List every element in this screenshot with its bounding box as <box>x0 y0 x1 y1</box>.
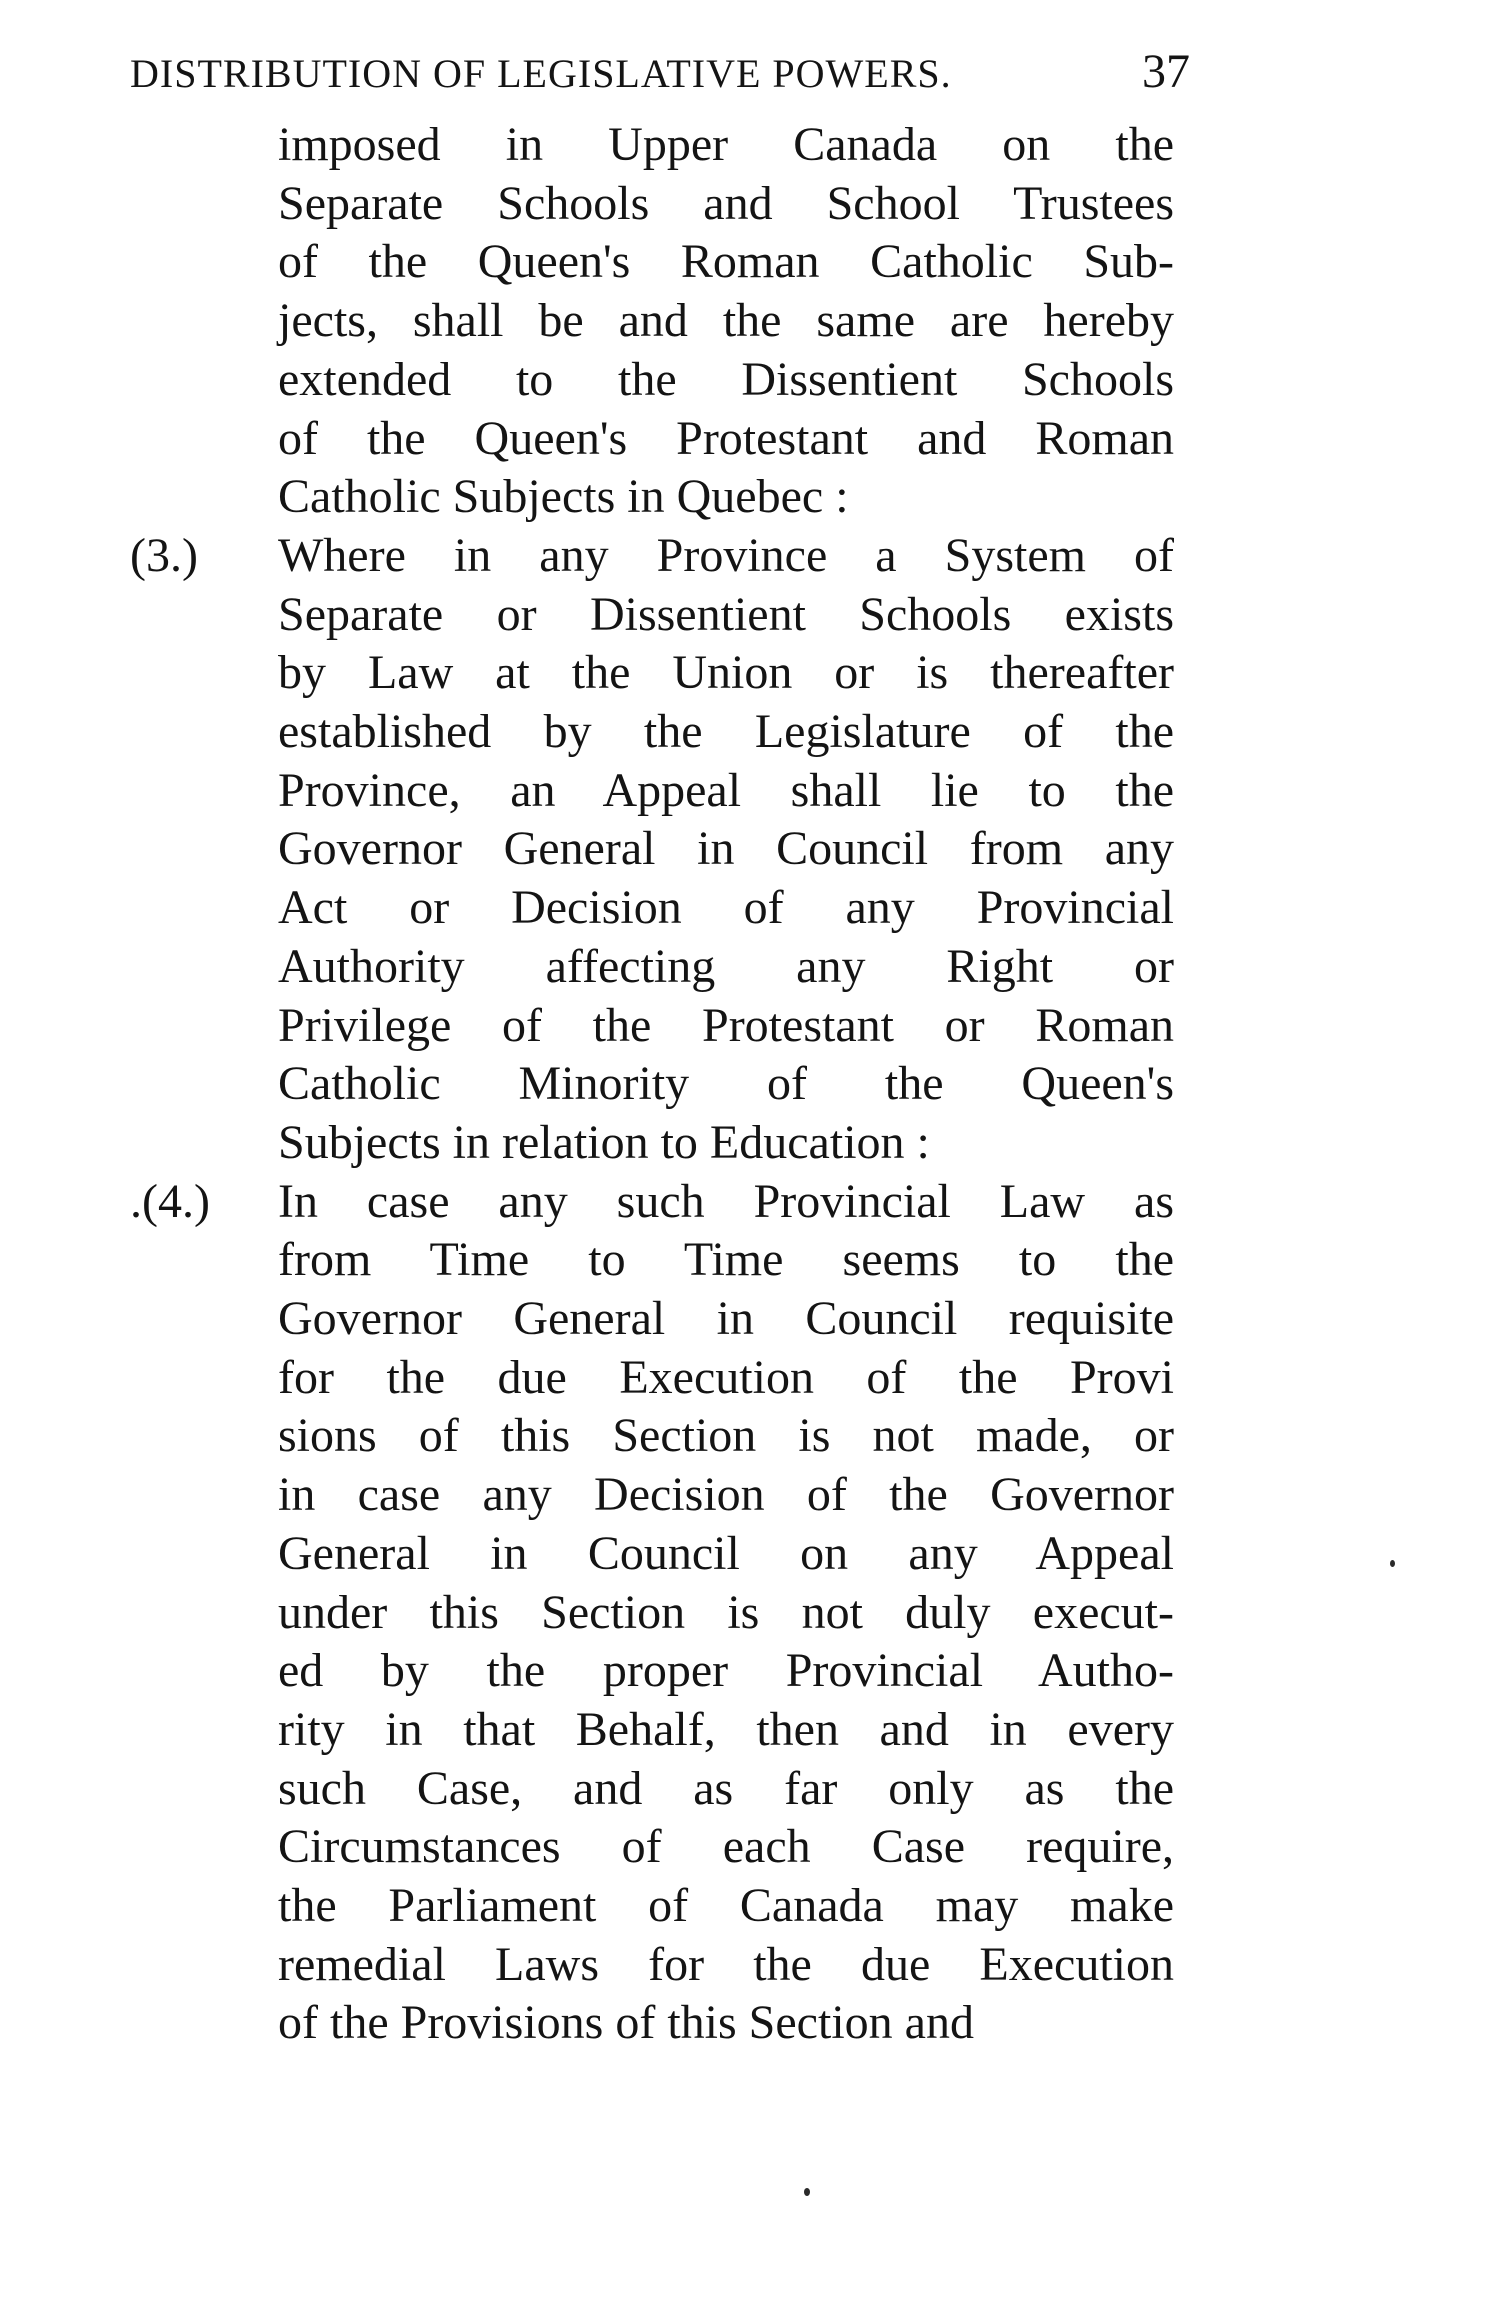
text-line: Separate or Dissentient Schools exists <box>278 588 1174 641</box>
text-line: Catholic Subjects in Quebec : <box>278 470 849 523</box>
text-line: by Law at the Union or is thereafter <box>278 646 1174 699</box>
text-line: established by the Legislature of the <box>278 705 1174 758</box>
text-line: General in Council on any Appeal <box>278 1527 1174 1580</box>
text-line: under this Section is not duly execut- <box>278 1586 1174 1639</box>
text-line: Separate Schools and School Trustees <box>278 177 1174 230</box>
text-line: Authority affecting any Right or <box>278 940 1174 993</box>
text-line: rity in that Behalf, then and in every <box>278 1703 1174 1756</box>
running-title: DISTRIBUTION OF LEGISLATIVE POWERS. <box>130 51 952 96</box>
text-line: Governor General in Council from any <box>278 822 1174 875</box>
text-line: remedial Laws for the due Execution <box>278 1938 1174 1991</box>
ink-speck <box>804 2188 810 2196</box>
text-line: for the due Execution of the Provi <box>278 1351 1174 1404</box>
text-line: Act or Decision of any Provincial <box>278 881 1174 934</box>
text-line: Governor General in Council requisite <box>278 1292 1174 1345</box>
text-line: Province, an Appeal shall lie to the <box>278 764 1174 817</box>
ink-speck <box>1390 1560 1395 1567</box>
text-line: imposed in Upper Canada on the <box>278 118 1174 171</box>
text-line: of the Provisions of this Section and <box>278 1996 974 2049</box>
text-line: Circumstances of each Case require, <box>278 1820 1174 1873</box>
text-line: of the Queen's Roman Catholic Sub- <box>278 235 1174 288</box>
paragraph-number: .(4.) <box>130 1175 210 1228</box>
text-line: jects, shall be and the same are hereby <box>278 294 1174 347</box>
text-line: the Parliament of Canada may make <box>278 1879 1174 1932</box>
text-line: of the Queen's Protestant and Roman <box>278 412 1174 465</box>
page-number: 37 <box>1142 45 1190 98</box>
text-line: sions of this Section is not made, or <box>278 1409 1174 1462</box>
text-line: Catholic Minority of the Queen's <box>278 1057 1174 1110</box>
text-line: in case any Decision of the Governor <box>278 1468 1174 1521</box>
text-line: Subjects in relation to Education : <box>278 1116 930 1169</box>
paragraph-number: (3.) <box>130 529 198 582</box>
text-line: such Case, and as far only as the <box>278 1762 1174 1815</box>
text-line: from Time to Time seems to the <box>278 1233 1174 1286</box>
text-line: Privilege of the Protestant or Roman <box>278 999 1174 1052</box>
text-line: extended to the Dissentient Schools <box>278 353 1174 406</box>
text-line: Where in any Province a System of <box>278 529 1174 582</box>
text-line: ed by the proper Provincial Autho- <box>278 1644 1174 1697</box>
text-line: In case any such Provincial Law as <box>278 1175 1174 1228</box>
